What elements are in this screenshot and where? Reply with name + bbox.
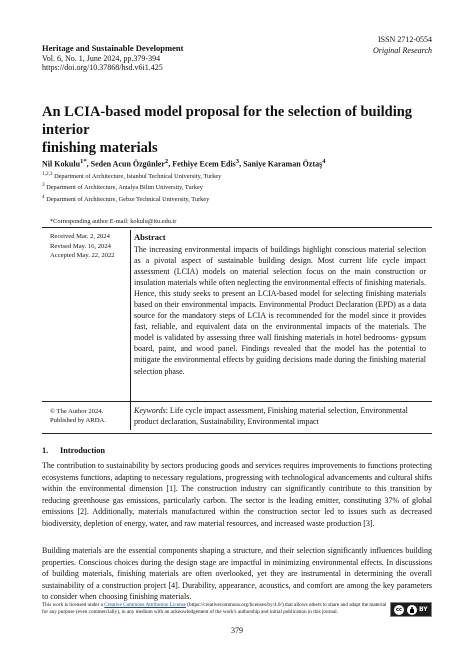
journal-name: Heritage and Sustainable Development [42,43,184,53]
author-sup: 2 [164,158,169,165]
date-received: Received Mar. 2, 2024 [50,233,110,240]
title-line: finishing materials [42,140,158,156]
author-name: Seden Acun Özgünler [90,159,165,169]
volume-line: Vol. 6, No. 1, June 2024, pp.379-394 [42,53,161,63]
cc-by-badge[interactable] [390,602,432,617]
journal-info [42,44,183,73]
corresponding-author: *Corresponding author E-mail: kokulu@itu.edu.tr [50,218,177,225]
affiliation-sup: 3 [42,182,45,189]
copyright [50,407,106,425]
affiliation-sup: 1,2,3 [42,171,53,177]
copyright-line: © The Author 2024. [50,408,104,415]
column-divider [130,230,131,430]
affiliation [42,170,221,181]
affiliation [42,193,221,204]
license-notice [42,602,392,615]
publisher-line: Published by ARDA. [50,417,106,424]
section-title: Introduction [60,446,106,455]
abstract-text: The increasing environmental impacts of buildings highlight conscious material selection as a pivotal aspect of sustainable building design. Most current life cycle impact assessment (LCIA) models on material selection focus on the main construction or insulation materials while often neglecting the environmental effects of finishing materials. Hence, this study seeks to present an LCIA-based model for selecting finishing materials based on their environmental impacts. Environmental Product Declaration (EPD) as a data source for the mandatory steps of LCIA is recommended for the model since it provides fast, reliable, and equivalent data on the environmental impacts of the materials. The model is validated by assessing three wall finishing materials in hotel bedrooms- gypsum board, paint, and wood panel. Findings revealed that the model has the potential to mitigate the environmental effects by guiding decisions made during the finishing material selection phase. [134,245,426,376]
author-sup: 3 [235,158,240,165]
attribution-person-icon [407,605,417,615]
issn-block [373,34,432,56]
license-prefix: This work is licensed under a [42,602,105,608]
divider-abstract [42,401,432,402]
date-accepted: Accepted May. 22, 2022 [50,252,115,260]
keywords [134,406,429,427]
date-revised: Revised May. 16, 2024 [50,242,111,250]
issn: ISSN 2712-0554 [377,35,432,44]
article-type: Original Research [372,46,432,55]
keywords-text: : Life cycle impact assessment, Finishing material selection, Environmental product declaration, Sustainability, Environmental impact [134,406,408,426]
doi-link[interactable]: https://doi.org/10.37868/hsd.v6i1.425 [42,63,163,72]
cc-icon: cc [394,605,404,615]
affiliation [42,181,221,192]
by-label: BY [419,606,428,613]
author-name: Saniye Karaman Öztaş [243,159,323,169]
paper-title [42,103,442,157]
affiliation-text: Department of Architecture, Antalya Bilim University, Turkey [46,184,203,192]
author-sup: 4 [322,158,326,165]
page-number: 379 [231,626,243,635]
license-link[interactable]: Creative Commons Attribution License [104,602,186,608]
divider-top [42,227,432,228]
paragraph: Building materials are the essential components shaping a structure, and their selection significantly influences building properties. Conscious choices during the design stage are impactful in minimizing environmental effects. In discussions of building materials, finishing materials are often overlooked, yet they are instrumental in determining the overall sustainability of a construction project [4]. Durability, appearance, acoustics, and comfort are among the key parameters to consider when choosing finishing materials. [42,546,432,602]
section-number: 1. [42,446,49,455]
license-rest: (https://creativecommons.org/licenses/by/4.0/) that allows others to share and adapt the material for any purpose (even commercially), in any medium with an acknowledgement of the work's authorship and initial publication in this journal. [42,602,387,615]
affiliation-text: Department of Architecture, Istanbul Technical University, Turkey [54,173,222,181]
section-heading [42,446,105,455]
keywords-label: Keywords [134,406,166,415]
author-name: Fethiye Ecem Edis [172,159,236,169]
affiliation-sup: 4 [42,193,45,200]
affiliations [42,170,221,204]
paragraph: The contribution to sustainability by sectors producing goods and services requires improvements to functions protecting ecosystems functions, adapting to necessary regulations, progressing with technological advancements and cultural shifts within the environmental dimension [1]. The construction industry can significantly contribute to this transition by reducing greenhouse gas emissions, particularly carbon. The sector is the leading emitter, constituting 37% of global emissions [2]. Additionally, materials manufactured within the construction sector led to issues such as decreased biodiversity, depletion of energy, water, and raw material resources, and increased waste production [3]. [42,461,432,528]
author-list: Nil Kokulu$^{1*}$, Seden Acun Özgünler$^2$, Fethiye Ecem Edis$^3$, Saniye Karaman Öztaş$^4$ [42,158,326,169]
divider-bottom [42,433,432,434]
author-sup: 1* [80,158,87,165]
article-dates [50,232,115,261]
abstract-heading: Abstract [134,232,166,242]
title-line: An LCIA-based model proposal for the selection of building interior [42,104,413,138]
author-name: Nil Kokulu [42,159,81,169]
affiliation-text: Department of Architecture, Gebze Technical University, Turkey [46,195,210,203]
